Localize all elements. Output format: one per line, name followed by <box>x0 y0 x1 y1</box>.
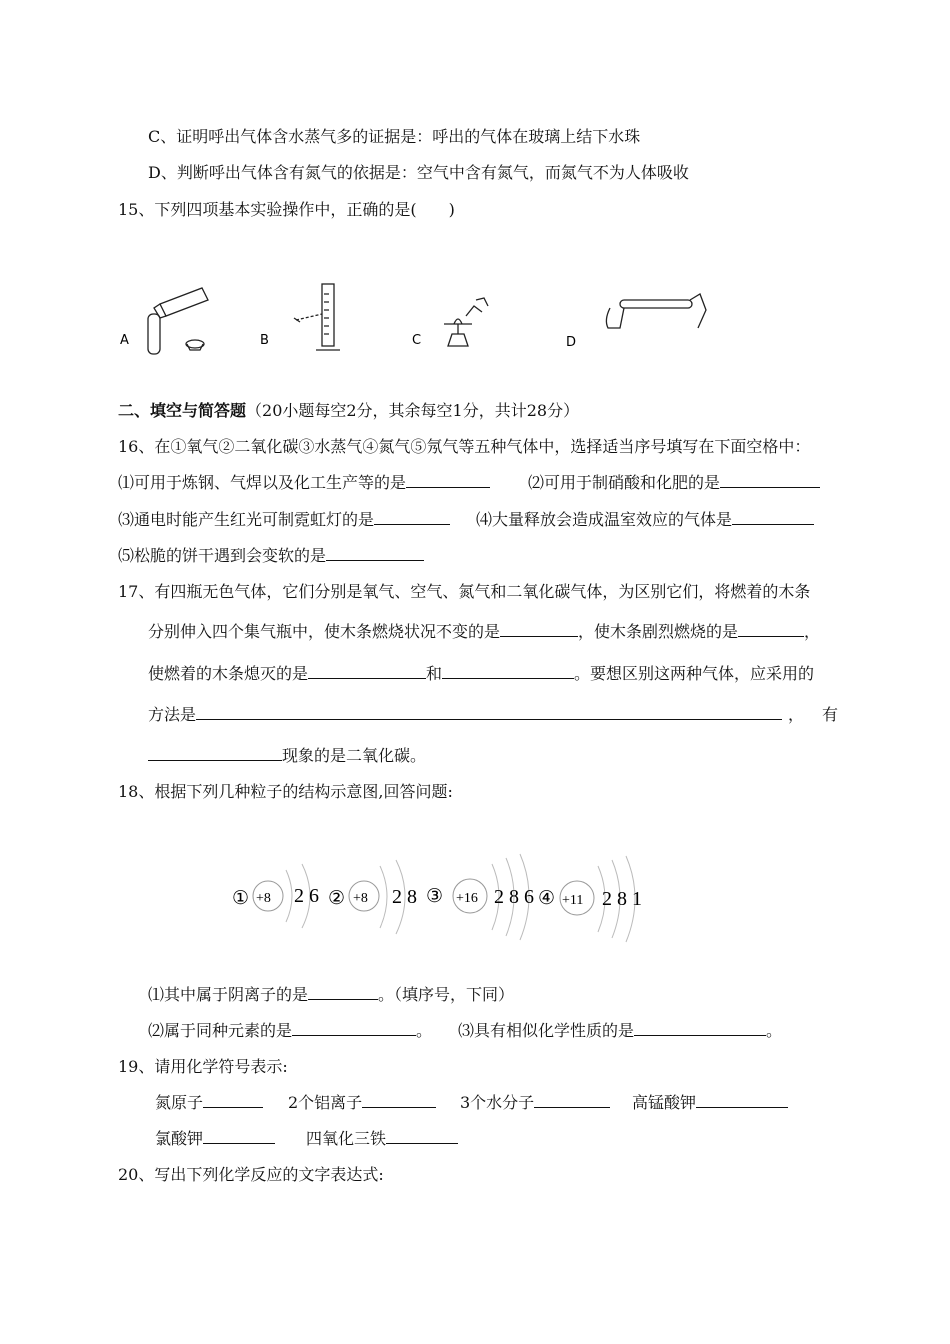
figure-a-pouring-bottle <box>148 288 208 354</box>
q14-option-d: D、判断呼出气体含有氮气的依据是：空气中含有氮气，而氮气不为人体吸收 <box>148 163 689 182</box>
q18-blank-same-element[interactable] <box>292 1021 416 1036</box>
q19-blank-1[interactable] <box>203 1093 263 1108</box>
q17-line-2-text-a: 分别伸入四个集气瓶中，使木条燃烧状况不变的是 <box>148 622 501 641</box>
particle-4-index: ④ <box>538 888 556 909</box>
q17-line-5-text: 现象的是二氧化碳。 <box>282 746 427 765</box>
q18-part-1-text-a: ⑴其中属于阴离子的是 <box>148 985 309 1004</box>
q19-item-4 <box>632 1093 788 1113</box>
q16-part-5-blank[interactable] <box>326 546 424 561</box>
q19-item-5-text: 氯酸钾 <box>155 1129 204 1148</box>
q15-figure <box>110 278 730 358</box>
particle-2-shells: 2 8 <box>392 886 417 908</box>
section-2-note: （20小题每空2分，其余每空1分，共计28分） <box>246 401 580 420</box>
q20-stem: 20、写出下列化学反应的文字表达式: <box>118 1165 384 1184</box>
q16-part-3-blank[interactable] <box>374 510 450 525</box>
q16-part-4-text: ⑷大量释放会造成温室效应的气体是 <box>476 510 733 529</box>
q19-item-6-text: 四氧化三铁 <box>306 1129 387 1148</box>
q17-line-3-text-b: 和 <box>426 664 443 683</box>
particle-3-nucleus: +16 <box>456 891 478 906</box>
q19-item-5 <box>155 1129 275 1149</box>
figure-d-test-tube <box>606 294 706 328</box>
q17-blank-phenomenon[interactable] <box>148 746 282 761</box>
q16-part-4-blank[interactable] <box>732 510 814 525</box>
q16-stem: 16、在①氧气②二氧化碳③水蒸气④氮气⑤氖气等五种气体中，选择适当序号填写在下面空格中： <box>118 437 811 456</box>
q19-blank-6[interactable] <box>386 1129 458 1144</box>
particle-1-index: ① <box>232 888 250 909</box>
q14-option-c: C、证明呼出气体含水蒸气多的证据是：呼出的气体在玻璃上结下水珠 <box>148 127 641 146</box>
q16-part-1 <box>118 473 490 493</box>
particle-1 <box>232 864 319 928</box>
q19-item-3-text: 3个水分子 <box>460 1093 535 1112</box>
q17-line-5 <box>148 746 426 766</box>
q16-part-3 <box>118 510 450 530</box>
figure-a-label: A <box>120 333 129 348</box>
figure-c-label: C <box>412 333 422 348</box>
q17-blank-method[interactable] <box>196 705 782 720</box>
q17-line-4-comma: ， <box>788 705 805 724</box>
particle-2-nucleus: +8 <box>353 891 368 906</box>
q18-part-2 <box>148 1021 432 1041</box>
particle-4-shells: 2 8 1 <box>602 888 642 910</box>
q17-blank-extinguish-1[interactable] <box>308 664 426 679</box>
q19-blank-5[interactable] <box>203 1129 275 1144</box>
q19-blank-4[interactable] <box>696 1093 788 1108</box>
q19-item-2-text: 2个铝离子 <box>288 1093 363 1112</box>
particle-2 <box>328 860 417 934</box>
q19-item-3 <box>460 1093 610 1113</box>
q17-blank-extinguish-2[interactable] <box>442 664 574 679</box>
particle-3-shells: 2 8 6 <box>494 886 534 908</box>
q17-line-3-text-c: 。要想区别这两种气体，应采用的 <box>574 664 815 683</box>
q18-blank-similar-property[interactable] <box>634 1021 766 1036</box>
particle-4 <box>538 856 642 942</box>
q17-line-2 <box>148 622 820 642</box>
particle-4-nucleus: +11 <box>562 893 584 908</box>
particle-3 <box>426 854 534 940</box>
q18-part-2-text-a: ⑵属于同种元素的是 <box>148 1021 293 1040</box>
q18-part-3-text-a: ⑶具有相似化学性质的是 <box>458 1021 635 1040</box>
particle-1-shells: 2 6 <box>294 885 319 907</box>
q18-part-1 <box>148 985 514 1005</box>
q18-part-2-text-b: 。 <box>416 1021 433 1040</box>
q17-blank-vigorous[interactable] <box>738 622 804 637</box>
q17-line-3-text-a: 使燃着的木条熄灭的是 <box>148 664 309 683</box>
q16-part-1-blank[interactable] <box>406 473 490 488</box>
q16-part-2-text: ⑵可用于制硝酸和化肥的是 <box>528 473 721 492</box>
q17-line-1: 17、有四瓶无色气体，它们分别是氧气、空气、氮气和二氧化碳气体，为区别它们，将燃着的木条 <box>118 582 811 601</box>
q16-part-4 <box>476 510 814 530</box>
q16-part-2-blank[interactable] <box>720 473 820 488</box>
q19-item-4-text: 高锰酸钾 <box>632 1093 697 1112</box>
figure-b-cylinder <box>294 284 340 350</box>
q16-part-5 <box>118 546 424 566</box>
q18-stem: 18、根据下列几种粒子的结构示意图,回答问题: <box>118 782 453 801</box>
q17-line-4-you: 有 <box>822 705 839 724</box>
q17-line-4 <box>148 705 782 725</box>
q18-blank-anion[interactable] <box>308 985 378 1000</box>
figure-b-label: B <box>260 333 269 348</box>
q18-part-1-text-b: 。（填序号，下同） <box>378 985 515 1004</box>
q17-line-3 <box>148 664 814 684</box>
q19-item-1 <box>155 1093 263 1113</box>
particle-1-nucleus: +8 <box>256 891 271 906</box>
q18-part-3-text-b: 。 <box>766 1021 783 1040</box>
q19-item-1-text: 氮原子 <box>155 1093 204 1112</box>
q18-part-3 <box>458 1021 782 1041</box>
q16-part-1-text: ⑴可用于炼钢、气焊以及化工生产等的是 <box>118 473 407 492</box>
q16-part-2 <box>528 473 820 493</box>
section-2-heading <box>118 401 579 421</box>
section-2-title: 二、填空与简答题 <box>118 401 247 420</box>
q16-part-3-text: ⑶通电时能产生红光可制霓虹灯的是 <box>118 510 375 529</box>
q17-line-2-text-c: ， <box>804 622 821 641</box>
q15-stem: 15、下列四项基本实验操作中，正确的是( ) <box>118 200 455 219</box>
figure-c-lamp <box>444 298 488 346</box>
q17-blank-unchanged[interactable] <box>500 622 578 637</box>
q19-blank-3[interactable] <box>534 1093 610 1108</box>
q18-structure-diagrams <box>220 850 660 950</box>
q16-part-5-text: ⑸松脆的饼干遇到会变软的是 <box>118 546 327 565</box>
q19-item-6 <box>306 1129 458 1149</box>
q19-stem: 19、请用化学符号表示: <box>118 1057 288 1076</box>
q19-item-2 <box>288 1093 436 1113</box>
q17-line-4-text-a: 方法是 <box>148 705 197 724</box>
figure-d-label: D <box>566 335 577 350</box>
q19-blank-2[interactable] <box>362 1093 436 1108</box>
particle-3-index: ③ <box>426 886 444 907</box>
particle-2-index: ② <box>328 888 346 909</box>
q17-line-2-text-b: ，使木条剧烈燃烧的是 <box>578 622 739 641</box>
